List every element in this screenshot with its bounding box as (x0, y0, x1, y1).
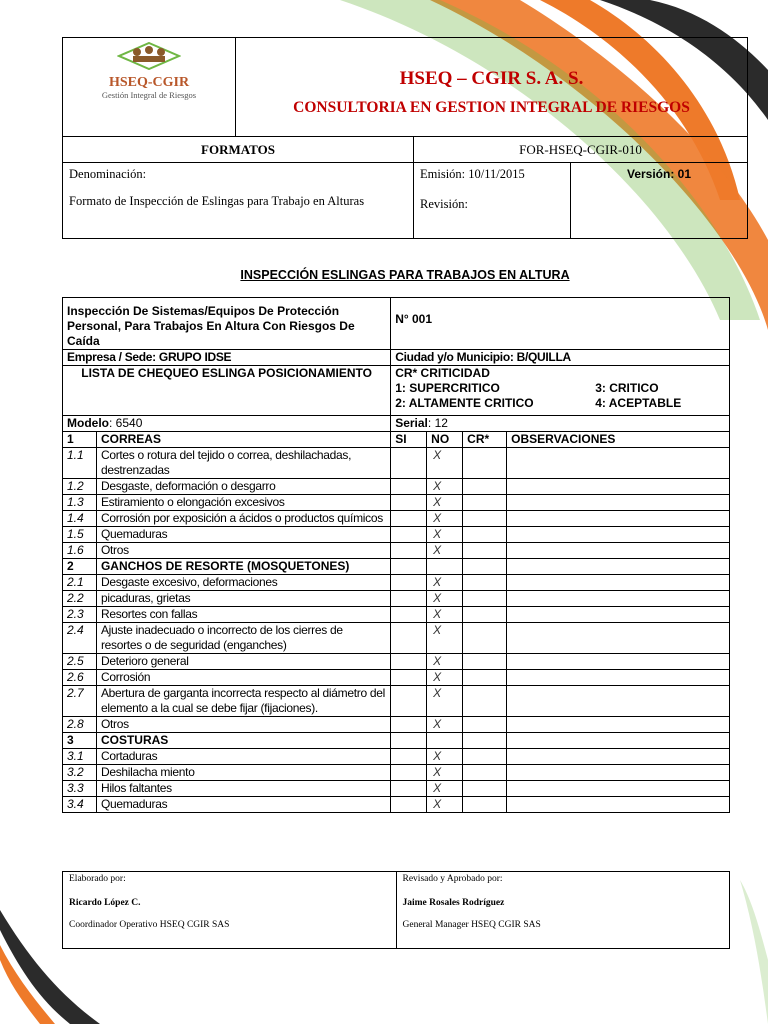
si-cell (391, 543, 427, 559)
version-label: Versión: 01 (571, 163, 748, 239)
section-number: 1 (63, 432, 97, 448)
criticality-legend (391, 366, 730, 416)
si-cell (391, 479, 427, 495)
table-row (63, 479, 730, 495)
observaciones-cell (507, 670, 730, 686)
cr-cell (463, 591, 507, 607)
empty-cell (427, 559, 463, 575)
consultoria-title: CONSULTORIA EN GESTION INTEGRAL DE RIESGOS (293, 99, 690, 116)
table-row (63, 591, 730, 607)
observaciones-cell (507, 654, 730, 670)
observaciones-cell (507, 607, 730, 623)
table-row (63, 654, 730, 670)
cr-cell (463, 717, 507, 733)
observaciones-cell (507, 543, 730, 559)
no-mark: X (427, 591, 463, 607)
item-number: 2.2 (63, 591, 97, 607)
observaciones-cell (507, 765, 730, 781)
section-header-row (63, 733, 730, 749)
column-header-cr: CR* (463, 432, 507, 448)
empty-cell (507, 559, 730, 575)
logo-text: HSEQ-CGIR (108, 75, 190, 90)
elaborado-name: Ricardo López C. (69, 898, 141, 908)
elaborado-role: Coordinador Operativo HSEQ CGIR SAS (69, 920, 230, 930)
item-description: Estiramiento o elongación excesivos (96, 495, 390, 511)
inspection-table (62, 297, 730, 813)
item-description: Deshilacha miento (96, 765, 390, 781)
denominacion-label: Denominación: (69, 167, 147, 181)
si-cell (391, 781, 427, 797)
cr-cell (463, 654, 507, 670)
item-description: Cortes o rotura del tejido o correa, deshilachadas, destrenzadas (96, 448, 390, 479)
item-description: Ajuste inadecuado o incorrecto de los cierres de resortes o de seguridad (enganches) (96, 623, 390, 654)
item-number: 1.5 (63, 527, 97, 543)
revisado-name: Jaime Rosales Rodríguez (402, 898, 505, 908)
no-mark: X (427, 654, 463, 670)
item-description: Deterioro general (96, 654, 390, 670)
item-number: 1.2 (63, 479, 97, 495)
item-number: 2.6 (63, 670, 97, 686)
company-name: HSEQ – CGIR S. A. S. (399, 68, 584, 89)
item-number: 2.7 (63, 686, 97, 717)
revisado-role: General Manager HSEQ CGIR SAS (402, 920, 541, 930)
logo-cell (63, 38, 236, 137)
item-number: 1.4 (63, 511, 97, 527)
item-description: Cortaduras (96, 749, 390, 765)
item-description: Resortes con fallas (96, 607, 390, 623)
item-description: picaduras, grietas (96, 591, 390, 607)
criticality-title: CR* CRITICIDAD (395, 366, 490, 380)
no-mark: X (427, 765, 463, 781)
si-cell (391, 686, 427, 717)
section-title: COSTURAS (96, 733, 390, 749)
observaciones-cell (507, 591, 730, 607)
item-description: Abertura de garganta incorrecta respecto al diámetro del elemento a la cual se debe fijar (fijaciones). (96, 686, 390, 717)
observaciones-cell (507, 527, 730, 543)
company-cell (236, 38, 748, 137)
si-cell (391, 448, 427, 479)
observaciones-cell (507, 623, 730, 654)
item-number: 1.3 (63, 495, 97, 511)
empty-cell (507, 733, 730, 749)
item-number: 1.1 (63, 448, 97, 479)
cr-cell (463, 765, 507, 781)
si-cell (391, 749, 427, 765)
si-cell (391, 623, 427, 654)
item-number: 2.8 (63, 717, 97, 733)
no-mark: X (427, 575, 463, 591)
no-mark: X (427, 749, 463, 765)
table-row (63, 781, 730, 797)
table-row (63, 448, 730, 479)
table-row (63, 797, 730, 813)
table-row (63, 607, 730, 623)
denominacion-value: Formato de Inspección de Eslingas para Trabajo en Alturas (69, 194, 365, 208)
section-number: 3 (63, 733, 97, 749)
observaciones-cell (507, 749, 730, 765)
emision-cell (414, 163, 571, 239)
item-number: 3.1 (63, 749, 97, 765)
cr-cell (463, 607, 507, 623)
si-cell (391, 607, 427, 623)
item-description: Otros (96, 717, 390, 733)
no-mark: X (427, 479, 463, 495)
item-description: Corrosión (96, 670, 390, 686)
table-row (63, 511, 730, 527)
cr-cell (463, 479, 507, 495)
section-header-row (63, 559, 730, 575)
item-description: Otros (96, 543, 390, 559)
table-row (63, 749, 730, 765)
si-cell (391, 765, 427, 781)
no-mark: X (427, 717, 463, 733)
item-description: Desgaste, deformación o desgarro (96, 479, 390, 495)
elaborado-label: Elaborado por: (69, 874, 126, 884)
observaciones-cell (507, 448, 730, 479)
elaborado-cell (63, 872, 397, 949)
item-number: 2.4 (63, 623, 97, 654)
empresa-sede: Empresa / Sede: GRUPO IDSE (63, 350, 391, 366)
si-cell (391, 511, 427, 527)
no-mark: X (427, 495, 463, 511)
modelo-cell (63, 416, 391, 432)
observaciones-cell (507, 781, 730, 797)
modelo-value: : 6540 (109, 416, 143, 430)
item-number: 2.1 (63, 575, 97, 591)
column-header-si: SI (391, 432, 427, 448)
item-number: 3.2 (63, 765, 97, 781)
serial-value: : 12 (427, 416, 448, 430)
si-cell (391, 670, 427, 686)
item-number: 3.4 (63, 797, 97, 813)
si-cell (391, 654, 427, 670)
no-mark: X (427, 543, 463, 559)
si-cell (391, 527, 427, 543)
empty-cell (427, 733, 463, 749)
cr-cell (463, 749, 507, 765)
item-number: 3.3 (63, 781, 97, 797)
no-mark: X (427, 670, 463, 686)
no-mark: X (427, 448, 463, 479)
document-header (62, 37, 748, 239)
table-row (63, 686, 730, 717)
item-number: 1.6 (63, 543, 97, 559)
empty-cell (391, 559, 427, 575)
item-description: Quemaduras (96, 527, 390, 543)
observaciones-cell (507, 797, 730, 813)
cr-cell (463, 575, 507, 591)
table-row (63, 670, 730, 686)
logo-subtitle: Gestión Integral de Riesgos (101, 90, 197, 100)
format-code: FOR-HSEQ-CGIR-010 (414, 137, 748, 163)
section-number: 2 (63, 559, 97, 575)
revision-label: Revisión: (420, 197, 468, 211)
modelo-label: Modelo (67, 416, 109, 430)
crit-level-3: 3: CRITICO (595, 381, 659, 395)
cr-cell (463, 511, 507, 527)
si-cell (391, 575, 427, 591)
cr-cell (463, 670, 507, 686)
item-description: Quemaduras (96, 797, 390, 813)
table-row (63, 575, 730, 591)
item-description: Hilos faltantes (96, 781, 390, 797)
denominacion-cell (63, 163, 414, 239)
cr-cell (463, 448, 507, 479)
no-mark: X (427, 781, 463, 797)
si-cell (391, 717, 427, 733)
table-row (63, 623, 730, 654)
observaciones-cell (507, 511, 730, 527)
revisado-label: Revisado y Aprobado por: (402, 874, 503, 884)
serial-label: Serial (395, 416, 428, 430)
observaciones-cell (507, 686, 730, 717)
hseq-cgir-logo-icon (117, 42, 181, 70)
inspection-description: Inspección De Sistemas/Equipos De Protección Personal, Para Trabajos En Altura Con Riesgos De Caída (63, 298, 391, 350)
serial-cell (391, 416, 730, 432)
no-mark: X (427, 623, 463, 654)
cr-cell (463, 797, 507, 813)
observaciones-cell (507, 479, 730, 495)
checklist-title: LISTA DE CHEQUEO ESLINGA POSICIONAMIENTO (63, 366, 391, 416)
empty-cell (463, 559, 507, 575)
cr-cell (463, 527, 507, 543)
observaciones-cell (507, 717, 730, 733)
document-number: N° 001 (391, 298, 730, 350)
si-cell (391, 591, 427, 607)
signature-footer (62, 871, 730, 949)
section-title: GANCHOS DE RESORTE (MOSQUETONES) (96, 559, 390, 575)
observaciones-cell (507, 575, 730, 591)
table-row (63, 765, 730, 781)
form-title: INSPECCIÓN ESLINGAS PARA TRABAJOS EN ALTURA (240, 268, 570, 282)
column-header-row (63, 432, 730, 448)
crit-level-1: 1: SUPERCRITICO (395, 381, 500, 395)
column-header-observaciones: OBSERVACIONES (507, 432, 730, 448)
item-number: 2.5 (63, 654, 97, 670)
si-cell (391, 797, 427, 813)
cr-cell (463, 781, 507, 797)
si-cell (391, 495, 427, 511)
table-row (63, 527, 730, 543)
column-header-no: NO (427, 432, 463, 448)
no-mark: X (427, 511, 463, 527)
emision-date: Emisión: 10/11/2015 (420, 167, 525, 181)
checklist-rows (63, 432, 730, 813)
section-title: CORREAS (96, 432, 390, 448)
no-mark: X (427, 686, 463, 717)
no-mark: X (427, 797, 463, 813)
revisado-cell (396, 872, 730, 949)
crit-level-2: 2: ALTAMENTE CRITICO (395, 396, 534, 410)
crit-level-4: 4: ACEPTABLE (595, 396, 682, 410)
item-number: 2.3 (63, 607, 97, 623)
ciudad-municipio: Ciudad y/o Municipio: B/QUILLA (391, 350, 730, 366)
formatos-label: FORMATOS (63, 137, 414, 163)
item-description: Corrosión por exposición a ácidos o productos químicos (96, 511, 390, 527)
cr-cell (463, 686, 507, 717)
cr-cell (463, 623, 507, 654)
table-row (63, 495, 730, 511)
no-mark: X (427, 607, 463, 623)
no-mark: X (427, 527, 463, 543)
item-description: Desgaste excesivo, deformaciones (96, 575, 390, 591)
empty-cell (463, 733, 507, 749)
cr-cell (463, 543, 507, 559)
empty-cell (391, 733, 427, 749)
table-row (63, 543, 730, 559)
cr-cell (463, 495, 507, 511)
table-row (63, 717, 730, 733)
observaciones-cell (507, 495, 730, 511)
